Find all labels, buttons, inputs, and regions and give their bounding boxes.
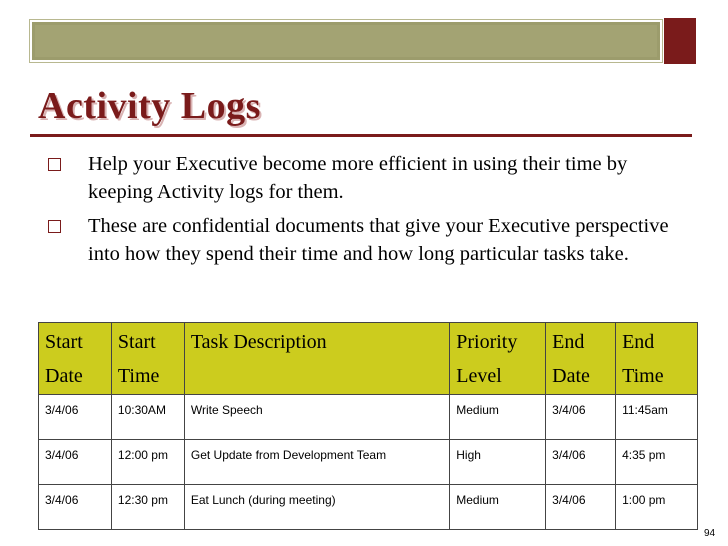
header-end-date: End Date [546, 323, 616, 395]
header-start-date: Start Date [39, 323, 112, 395]
cell-start-time: 12:00 pm [111, 440, 184, 485]
cell-start-date: 3/4/06 [39, 485, 112, 530]
cell-end-date: 3/4/06 [546, 485, 616, 530]
header-end-time: End Time [616, 323, 698, 395]
decorative-corner-block [664, 18, 696, 64]
cell-priority-level: High [450, 440, 546, 485]
bullet-text: These are confidential documents that give your Executive perspective into how they spend their time and how long particular tasks take. [88, 215, 669, 265]
cell-priority-level: Medium [450, 485, 546, 530]
cell-end-time: 4:35 pm [616, 440, 698, 485]
header-task-description: Task Description [184, 323, 449, 395]
header-start-time: Start Time [111, 323, 184, 395]
table-row [39, 395, 698, 440]
cell-end-time: 11:45am [616, 395, 698, 440]
cell-priority-level: Medium [450, 395, 546, 440]
cell-end-date: 3/4/06 [546, 440, 616, 485]
bullet-list [42, 150, 682, 274]
bullet-text: Help your Executive become more efficient in using their time by keeping Activity logs for them. [88, 153, 628, 203]
table-row [39, 485, 698, 530]
cell-task-description: Eat Lunch (during meeting) [184, 485, 449, 530]
square-bullet-icon [48, 220, 61, 233]
decorative-top-bar [30, 20, 662, 62]
slide-title: Activity Logs [38, 85, 261, 127]
cell-end-date: 3/4/06 [546, 395, 616, 440]
title-underline [30, 134, 692, 137]
cell-start-time: 12:30 pm [111, 485, 184, 530]
cell-task-description: Write Speech [184, 395, 449, 440]
cell-start-time: 10:30AM [111, 395, 184, 440]
cell-start-date: 3/4/06 [39, 440, 112, 485]
cell-start-date: 3/4/06 [39, 395, 112, 440]
page-number: 94 [704, 528, 716, 539]
decorative-top-bar-inner [35, 25, 657, 57]
table-row [39, 440, 698, 485]
table-header-row [39, 323, 698, 395]
bullet-item [42, 212, 682, 268]
cell-end-time: 1:00 pm [616, 485, 698, 530]
square-bullet-icon [48, 158, 61, 171]
header-priority-level: Priority Level [450, 323, 546, 395]
activity-log-table [38, 322, 698, 530]
bullet-item [42, 150, 682, 206]
cell-task-description: Get Update from Development Team [184, 440, 449, 485]
